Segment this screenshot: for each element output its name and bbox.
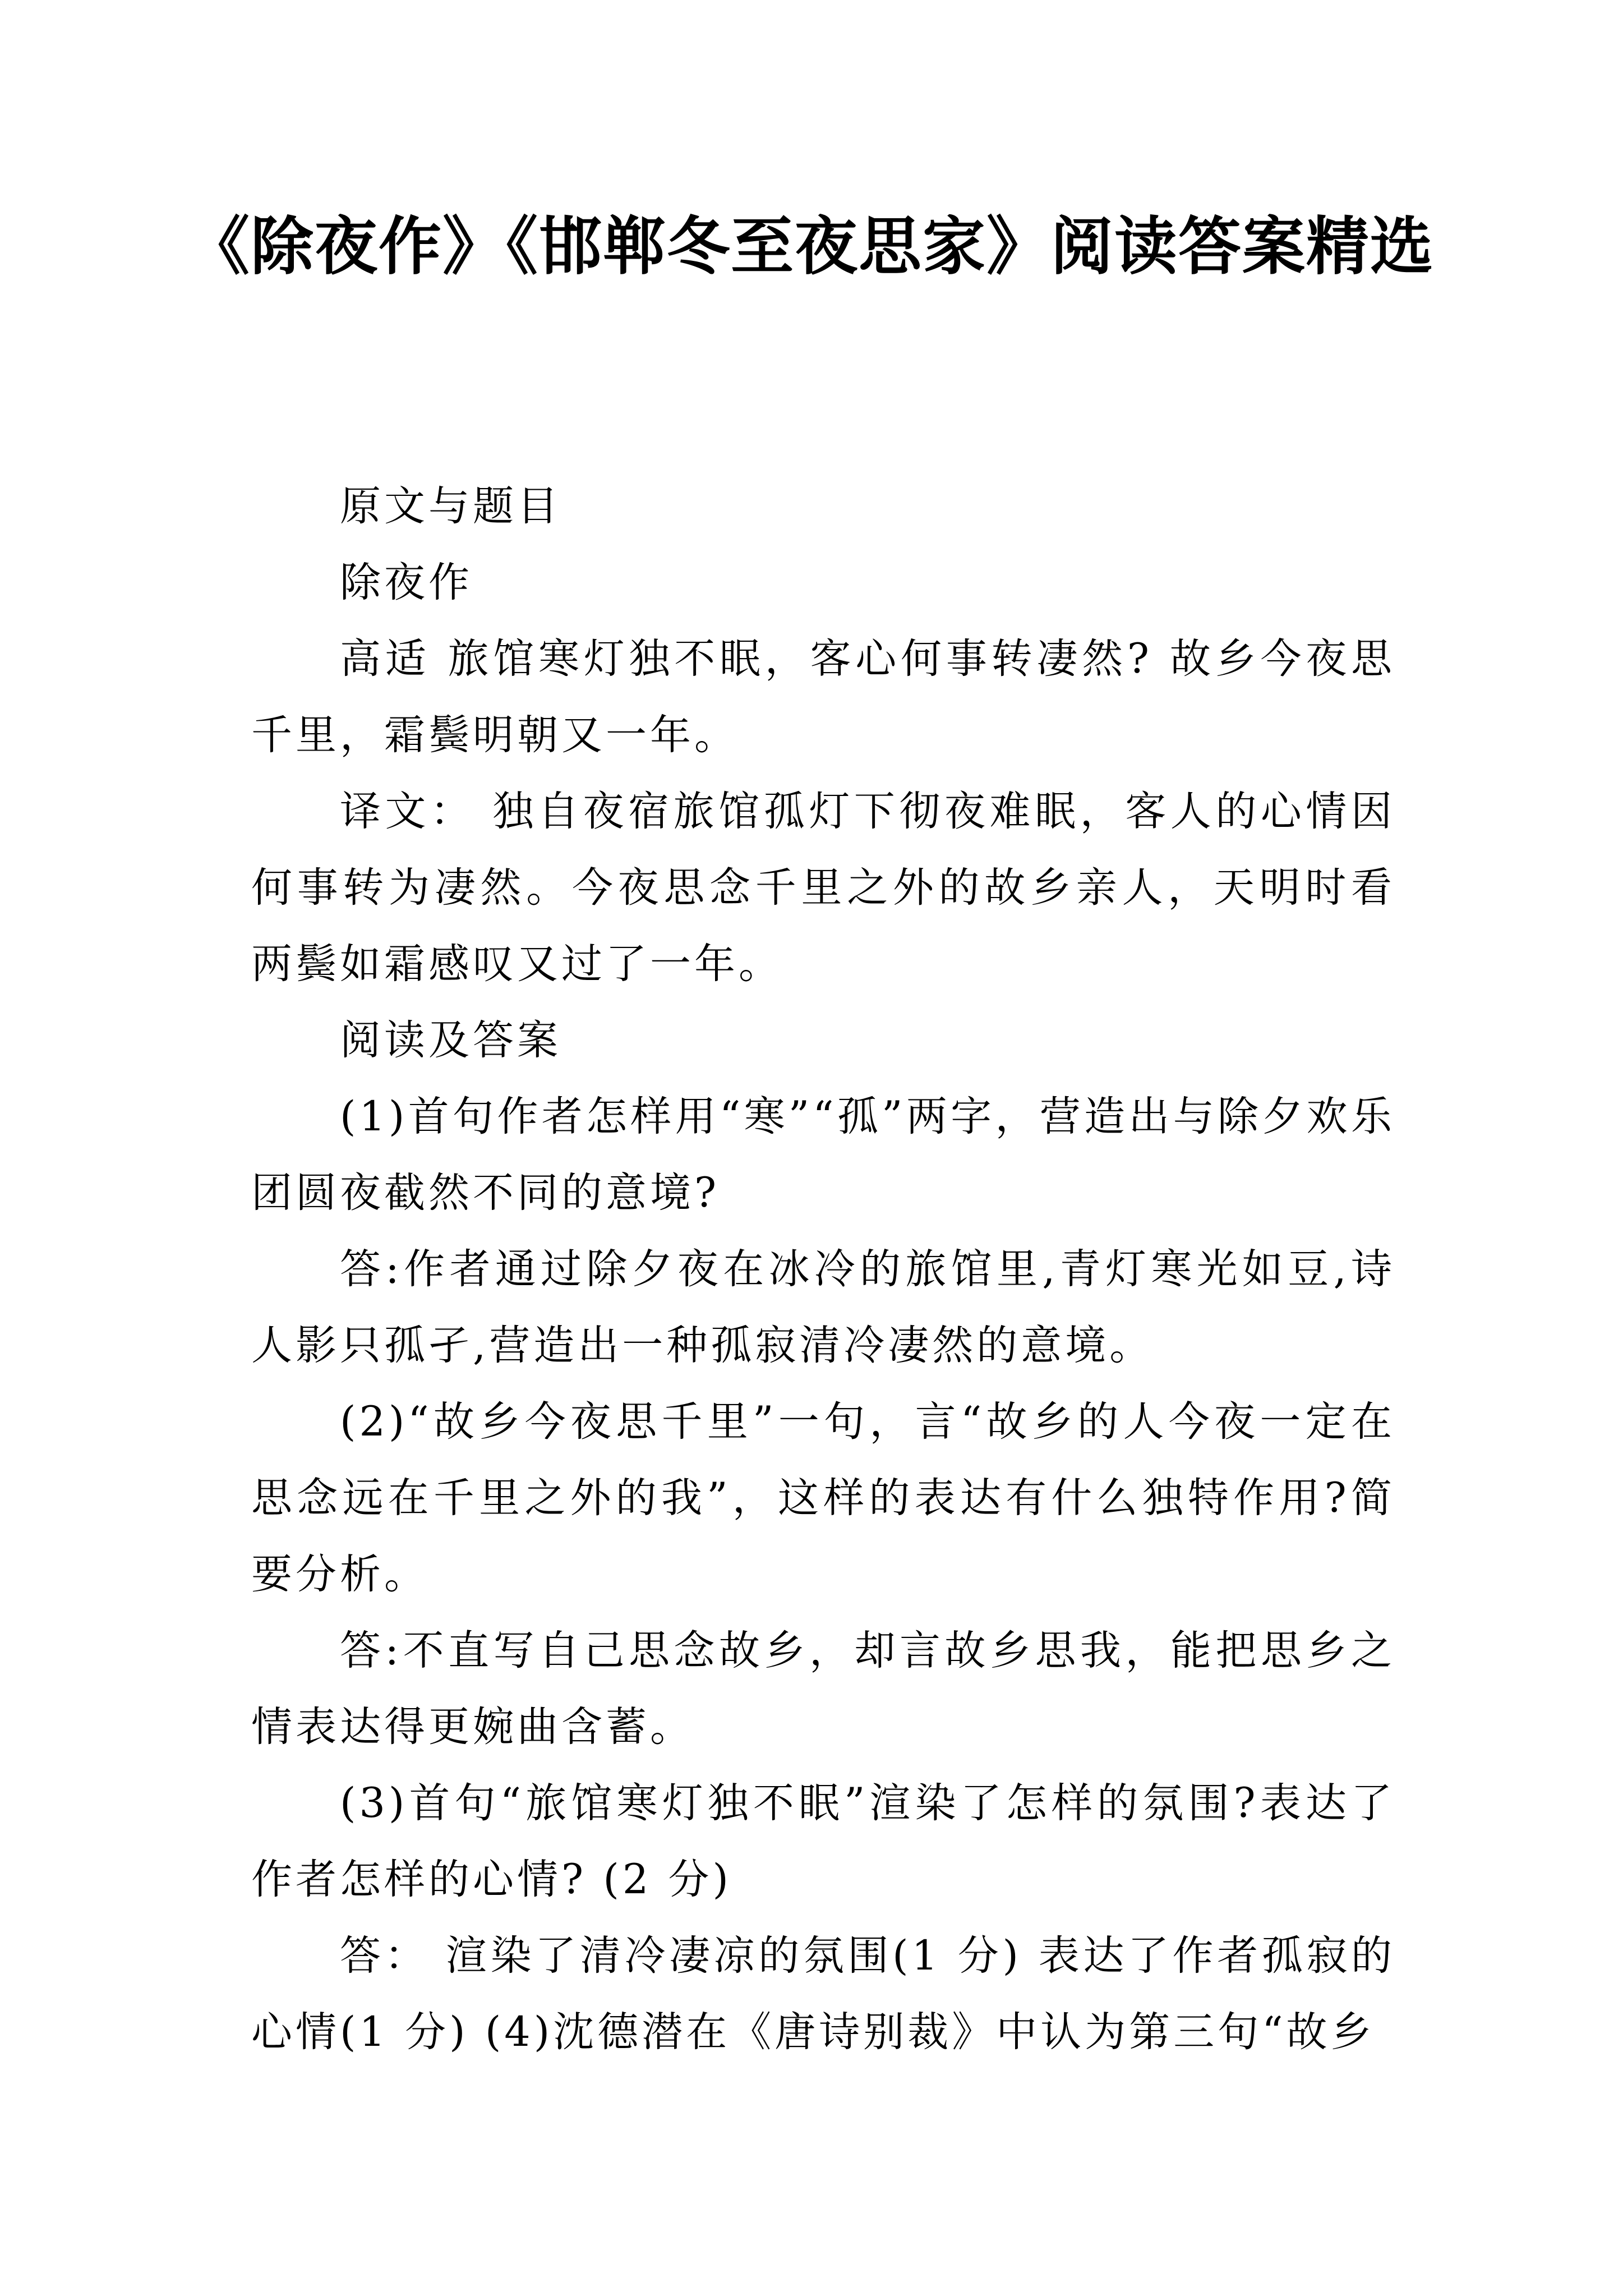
section-heading-original-text: 原文与题目 bbox=[340, 482, 561, 530]
document-body bbox=[251, 468, 1395, 2070]
answer-3: 答： 渲染了清冷凄凉的氛围(1 分) 表达了作者孤寂的心情(1 分) (4)沈德潜在《唐诗别裁》中认为第三句“故乡 bbox=[251, 1932, 1395, 2056]
question-2: (2)“故乡今夜思千里”一句，言“故乡的人今夜一定在思念远在千里之外的我”，这样的表达有什么独特作用?简要分析。 bbox=[251, 1398, 1395, 1598]
translation-paragraph: 译文： 独自夜宿旅馆孤灯下彻夜难眠，客人的心情因何事转为凄然。今夜思念千里之外的故乡亲人，天明时看两鬓如霜感叹又过了一年。 bbox=[251, 788, 1395, 988]
question-3: (3)首句“旅馆寒灯独不眠”渲染了怎样的氛围?表达了作者怎样的心情? (2 分) bbox=[251, 1779, 1395, 1903]
question-1: (1)首句作者怎样用“寒”“孤”两字，营造出与除夕欢乐团圆夜截然不同的意境? bbox=[251, 1093, 1395, 1217]
document-title: 《除夜作》《邯郸冬至夜思家》阅读答案精选 bbox=[187, 210, 1434, 283]
answer-2: 答:不直写自己思念故乡，却言故乡思我，能把思乡之情表达得更婉曲含蓄。 bbox=[251, 1627, 1395, 1751]
answer-1: 答:作者通过除夕夜在冰冷的旅馆里,青灯寒光如豆,诗人影只孤孑,营造出一种孤寂清冷凄然的意境。 bbox=[251, 1245, 1395, 1369]
section-heading-reading-answers: 阅读及答案 bbox=[340, 1016, 561, 1064]
poem-title: 除夜作 bbox=[340, 559, 473, 606]
poem-text: 高适 旅馆寒灯独不眠，客心何事转凄然? 故乡今夜思千里，霜鬓明朝又一年。 bbox=[251, 635, 1395, 759]
